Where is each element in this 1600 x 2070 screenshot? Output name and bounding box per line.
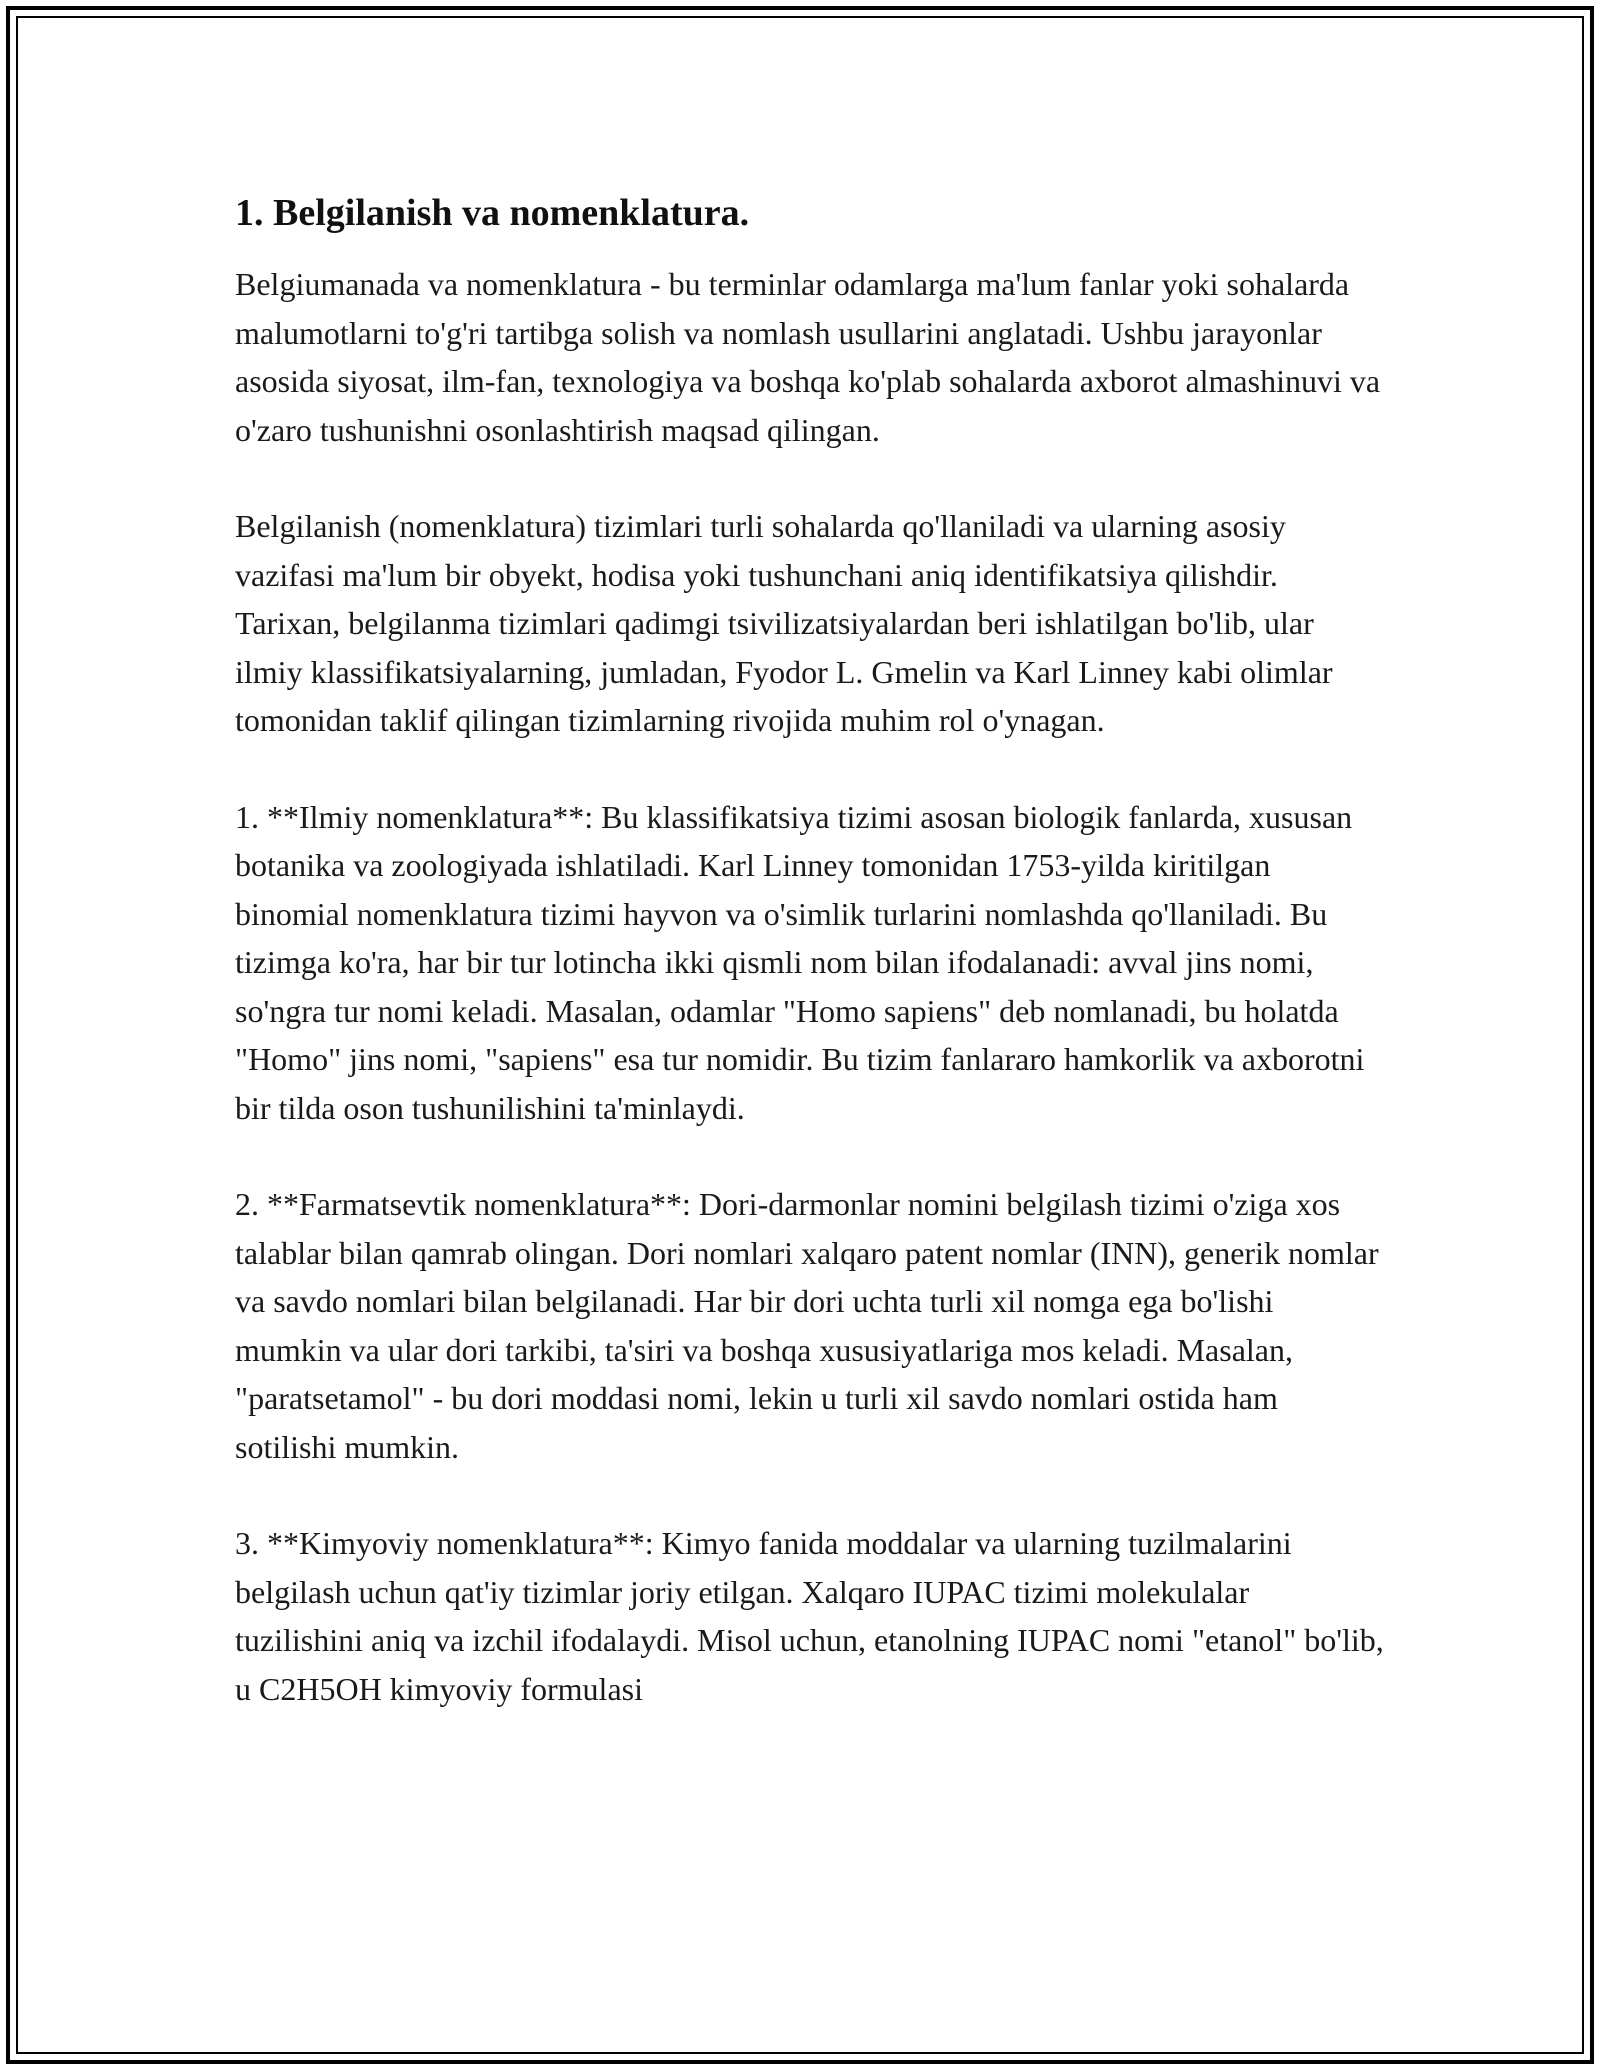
paragraph-pharmaceutical-nomenclature: 2. **Farmatsevtik nomenklatura**: Dori-darmonlar nomini belgilash tizimi o'ziga xos talablar bilan qamrab olingan. Dori nomlari xalqaro patent nomlar (INN), generik nomlar va savdo nomlari bilan belgilanadi. Har bir dori uchta turli xil nomga ega bo'lishi mumkin va ular dori tarkibi, ta'siri va boshqa xususiyatlariga mos keladi. Masalan, "paratsetamol" - bu dori moddasi nomi, lekin u turli xil savdo nomlari ostida ham sotilishi mumkin. <box>235 1186 1379 1465</box>
paragraph-intro: Belgiumanada va nomenklatura - bu terminlar odamlarga ma'lum fanlar yoki sohalarda malumotlarni to'g'ri tartibga solish va nomlash usullarini anglatadi. Ushbu jarayonlar asosida siyosat, ilm-fan, texnologiya va boshqa ko'plab sohalarda axborot almashinuvi va o'zaro tushunishni osonlashtirish maqsad qilingan. <box>235 266 1381 448</box>
section-heading: 1. Belgilanish va nomenklatura. <box>235 192 750 234</box>
paragraph-scientific-nomenclature: 1. **Ilmiy nomenklatura**: Bu klassifikatsiya tizimi asosan biologik fanlarda, xususan botanika va zoologiyada ishlatiladi. Karl Linney tomonidan 1753-yilda kiritilgan binomial nomenklatura tizimi hayvon va o'simlik turlarini nomlashda qo'llaniladi. Bu tizimga ko'ra, har bir tur lotincha ikki qismli nom bilan ifodalanadi: avval jins nomi, so'ngra tur nomi keladi. Masalan, odamlar "Homo sapiens" deb nomlanadi, bu holatda "Homo" jins nomi, "sapiens" esa tur nomidir. Bu tizim fanlararo hamkorlik va axborotni bir tilda oson tushunilishini ta'minlaydi. <box>235 798 1365 1126</box>
paragraph-nomenclature-systems: Belgilanish (nomenklatura) tizimlari turli sohalarda qo'llaniladi va ularning asosiy vazifasi ma'lum bir obyekt, hodisa yoki tushunchani aniq identifikatsiya qilishdir. Tarixan, belgilanma tizimlari qadimgi tsivilizatsiyalardan beri ishlatilgan bo'lib, ular ilmiy klassifikatsiyalarning, jumladan, Fyodor L. Gmelin va Karl Linney kabi olimlar tomonidan taklif qilingan tizimlarning rivojida muhim rol o'ynagan. <box>235 508 1333 738</box>
paragraph-chemical-nomenclature: 3. **Kimyoviy nomenklatura**: Kimyo fanida moddalar va ularning tuzilmalarini belgilash uchun qat'iy tizimlar joriy etilgan. Xalqaro IUPAC tizimi molekulalar tuzilishini aniq va izchil ifodalaydi. Misol uchun, etanolning IUPAC nomi "etanol" bo'lib, u C2H5OH kimyoviy formulasi <box>235 1525 1384 1707</box>
document-body <box>235 188 1385 1761</box>
